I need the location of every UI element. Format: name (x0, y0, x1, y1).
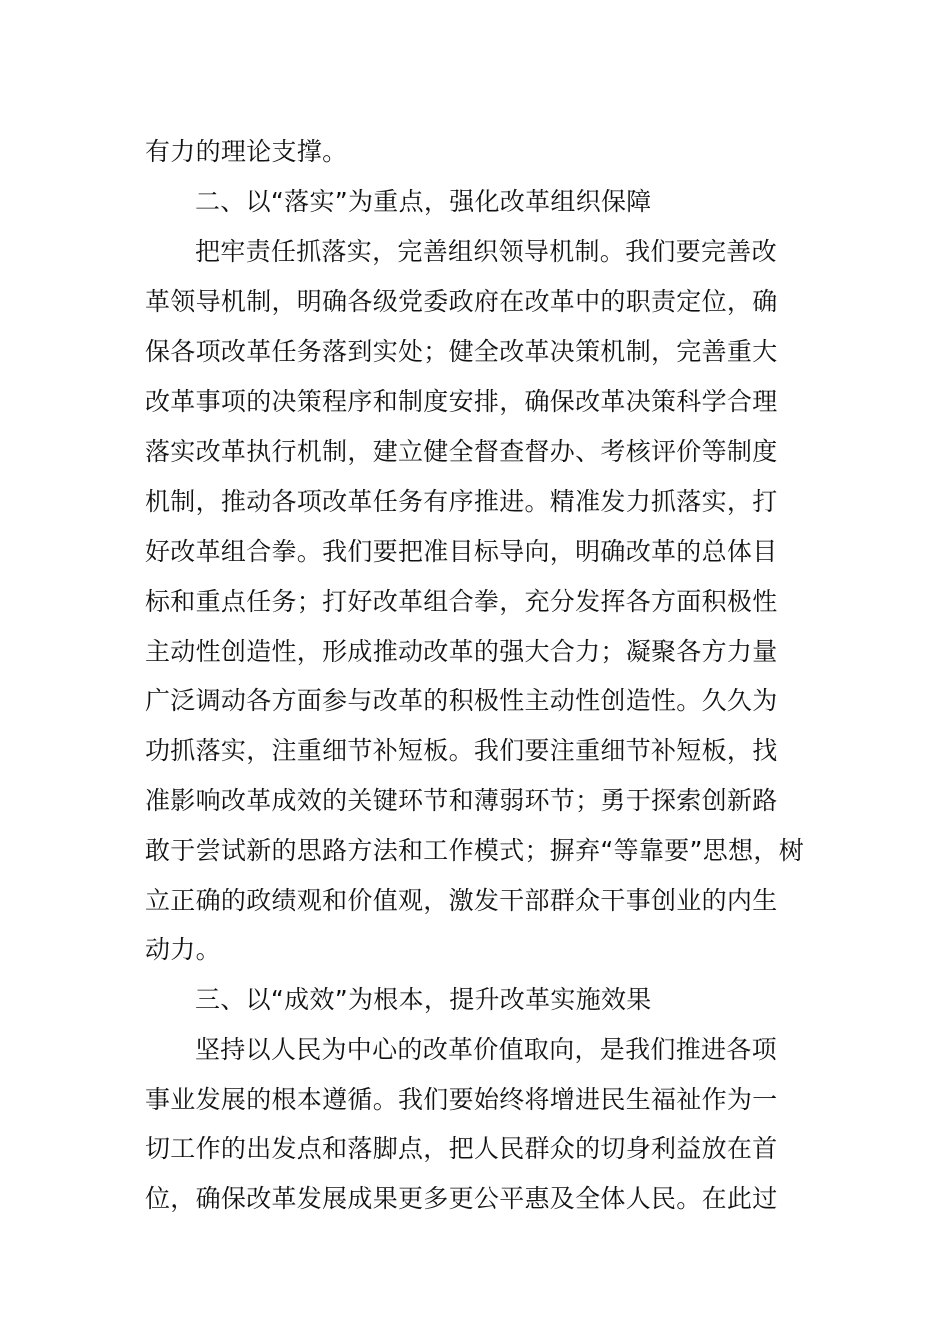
paragraph-start: 坚持以人民为中心的改革价值取向，是我们推进各项 (195, 1035, 777, 1064)
text-line: 功抓落实，注重细节补短板。我们要注重细节补短板，找 (145, 736, 778, 765)
text-line: 立正确的政绩观和价值观，激发干部群众干事创业的内生 (145, 886, 778, 915)
text-line: 有力的理论支撑。 (145, 137, 348, 166)
text-line: 广泛调动各方面参与改革的积极性主动性创造性。久久为 (145, 686, 778, 715)
text-line: 主动性创造性，形成推动改革的强大合力；凝聚各方力量 (145, 637, 778, 666)
text-line: 保各项改革任务落到实处；健全改革决策机制，完善重大 (145, 337, 778, 366)
text-line: 动力。 (145, 935, 221, 964)
section-heading-2: 二、以“落实”为重点，强化改革组织保障 (195, 187, 652, 216)
text-line: 切工作的出发点和落脚点，把人民群众的切身利益放在首 (145, 1134, 778, 1163)
text-line: 准影响改革成效的关键环节和薄弱环节；勇于探索创新路 (145, 786, 778, 815)
text-line: 位，确保改革发展成果更多更公平惠及全体人民。在此过 (145, 1184, 778, 1213)
text-line: 好改革组合拳。我们要把准目标导向，明确改革的总体目 (145, 537, 778, 566)
text-line: 落实改革执行机制，建立健全督查督办、考核评价等制度 (145, 437, 778, 466)
text-line: 改革事项的决策程序和制度安排，确保改革决策科学合理 (145, 387, 778, 416)
text-line: 事业发展的根本遵循。我们要始终将增进民生福祉作为一 (145, 1085, 778, 1114)
section-heading-3: 三、以“成效”为根本，提升改革实施效果 (195, 985, 652, 1014)
text-line: 革领导机制，明确各级党委政府在改革中的职责定位，确 (145, 287, 778, 316)
text-line: 敢于尝试新的思路方法和工作模式；摒弃“等靠要”思想，树 (145, 836, 805, 865)
paragraph-start: 把牢责任抓落实，完善组织领导机制。我们要完善改 (195, 237, 777, 266)
text-line: 标和重点任务；打好改革组合拳，充分发挥各方面积极性 (145, 587, 778, 616)
text-line: 机制，推动各项改革任务有序推进。精准发力抓落实，打 (145, 487, 778, 516)
